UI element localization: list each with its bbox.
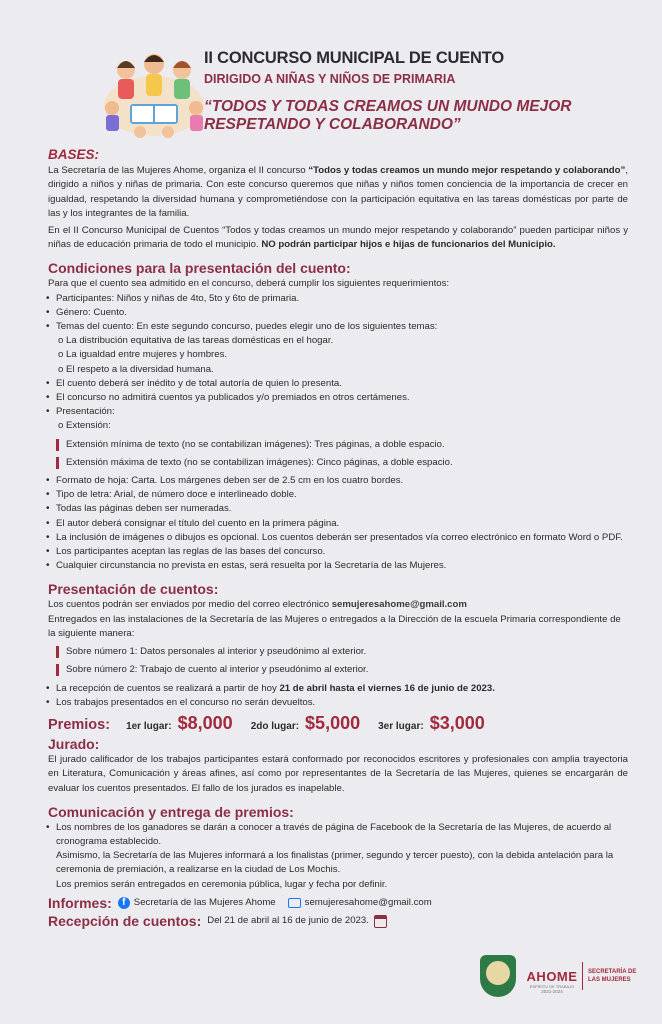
second-place-label: 2do lugar: bbox=[250, 720, 300, 732]
condition-unforeseen: • Cualquier circunstancia no prevista en estas, será resuelta por la Secretaría de las Mujeres. bbox=[48, 559, 628, 573]
reception-dates-text: Del 21 de abril al 16 de junio de 2023. bbox=[207, 914, 369, 926]
prizes-heading: Premios: bbox=[48, 716, 111, 733]
children-reading-illustration bbox=[100, 46, 208, 142]
theme-item: o La igualdad entre mujeres y hombres. bbox=[58, 349, 228, 361]
municipal-shield-logo bbox=[480, 955, 516, 997]
contest-subtitle: DIRIGIDO A NIÑAS Y NIÑOS DE PRIMARIA bbox=[204, 72, 456, 86]
bases-paragraph-1 bbox=[48, 164, 628, 221]
ahome-logo bbox=[522, 955, 582, 994]
footer-divider bbox=[582, 962, 583, 990]
bases-heading: BASES: bbox=[48, 147, 100, 162]
first-place-label: 1er lugar: bbox=[126, 720, 172, 732]
submission-email-link[interactable]: semujeresahome@gmail.com bbox=[331, 599, 467, 611]
communication-line-2: Asimismo, la Secretaría de las Mujeres informará a los finalistas (primer, segundo y tercer puesto), con la debida antelación para la ceremonia de premiación, a realizarse en la ciudad de Los Mochis. bbox=[56, 850, 614, 876]
condition-accept: • Los participantes aceptan las reglas de las bases del concurso. bbox=[48, 545, 628, 559]
extension-max: Extensión máxima de texto (no se contabilizan imágenes): Cinco páginas, a doble espacio. bbox=[48, 456, 628, 470]
condition-format: • Formato de hoja: Carta. Los márgenes deben ser de 2.5 cm en los cuatro bordes. bbox=[48, 474, 628, 488]
bases-p2-text: En el II Concurso Municipal de Cuentos “Todos y todas creamos un mundo mejor respetando y colaborando” pueden participar niños y niñas de educación primaria de todo el municipio. bbox=[48, 225, 628, 251]
theme-item: o El respeto a la diversidad humana. bbox=[58, 363, 214, 375]
informs-email-link[interactable]: semujeresahome@gmail.com bbox=[304, 896, 432, 908]
third-place-amount: $3,000 bbox=[429, 712, 485, 733]
condition-images: • La inclusión de imágenes o dibujos es opcional. Los cuentos deberán ser presentados vía correo electrónico en formato Word o PDF. bbox=[48, 531, 628, 545]
calendar-icon bbox=[374, 915, 387, 928]
facebook-page-link[interactable]: Secretaría de las Mujeres Ahome bbox=[133, 896, 276, 908]
condition-presentation: • Presentación: bbox=[48, 405, 628, 419]
reception-row bbox=[48, 914, 628, 928]
jury-heading: Jurado: bbox=[48, 736, 100, 753]
informs-heading: Informes: bbox=[48, 894, 112, 911]
submission-heading: Presentación de cuentos: bbox=[48, 581, 219, 598]
submission-delivery: Entregados en las instalaciones de la Secretaría de las Mujeres o entregados a la Dirección de la escuela Primaria correspondiente de la siguiente manera: bbox=[48, 613, 621, 639]
conditions-heading: Condiciones para la presentación del cuento: bbox=[48, 260, 351, 277]
communication-line-1: • Los nombres de los ganadores se darán a conocer a través de página de Facebook de la Secretaría de las Mujeres, de acuerdo al cronograma establecido. bbox=[48, 821, 628, 849]
ahome-logo-text: AHOME bbox=[526, 969, 578, 984]
submission-list bbox=[48, 645, 628, 710]
submission-email-text: Los cuentos podrán ser enviados por medio del correo electrónico bbox=[48, 599, 332, 611]
secretaria-line-1: SECRETARÍA DE bbox=[588, 969, 637, 975]
informs-row bbox=[48, 896, 628, 910]
bases-p1-text: La Secretaría de las Mujeres Ahome, organiza el II concurso bbox=[48, 165, 309, 177]
communication-heading: Comunicación y entrega de premios: bbox=[48, 803, 294, 820]
prizes-row bbox=[48, 712, 628, 734]
third-place-label: 3er lugar: bbox=[378, 720, 424, 732]
condition-font: • Tipo de letra: Arial, de número doce e interlineado doble. bbox=[48, 488, 628, 502]
reception-text: La recepción de cuentos se realizará a partir de hoy bbox=[56, 682, 280, 694]
condition-themes: • Temas del cuento: En este segundo concurso, puedes elegir uno de los siguientes temas: bbox=[48, 320, 628, 334]
ahome-logo-years: 2021-2024 bbox=[541, 989, 563, 994]
header bbox=[0, 0, 662, 150]
envelope-1: Sobre número 1: Datos personales al interior y pseudónimo al exterior. bbox=[48, 645, 628, 659]
extension-min: Extensión mínima de texto (no se contabilizan imágenes): Tres páginas, a doble espacio. bbox=[48, 438, 628, 452]
second-place-amount: $5,000 bbox=[305, 712, 361, 733]
condition-no-published: • El concurso no admitirá cuentos ya publicados y/o premiados en otros certámenes. bbox=[48, 391, 628, 405]
condition-numbered: • Todas las páginas deben ser numeradas. bbox=[48, 502, 628, 516]
reception-dates: 21 de abril hasta el viernes 16 de junio de 2023. bbox=[279, 682, 495, 694]
condition-extension: o Extensión: bbox=[58, 420, 111, 432]
bases-p1-contest-name: “Todos y todas creamos un mundo mejor respetando y colaborando” bbox=[308, 165, 626, 177]
mail-icon bbox=[288, 898, 301, 908]
ahome-logo-tagline: ESPÍRITU DE TRABAJO bbox=[529, 984, 575, 989]
bases-p1-rest: , dirigido a niños y niñas de primaria. Con este concurso queremos que niñas y niños tomen conciencia de la importancia de crecer en igualdad, respetando la diversidad humana y comprometiéndose con la participación equitativa en las tareas domésticas por parte de las y los integrantes de la familia. bbox=[48, 165, 628, 219]
envelope-2: Sobre número 2: Trabajo de cuento al interior y pseudónimo al exterior. bbox=[48, 663, 628, 677]
secretaria-line-2: LAS MUJERES bbox=[588, 977, 631, 983]
contest-title: II CONCURSO MUNICIPAL DE CUENTO bbox=[204, 49, 504, 67]
theme-item: o La distribución equitativa de las tareas domésticas en el hogar. bbox=[58, 335, 334, 347]
bases-paragraph-2 bbox=[48, 224, 628, 252]
facebook-icon: f bbox=[118, 897, 130, 909]
motto-line-2: RESPETANDO Y COLABORANDO” bbox=[204, 116, 461, 133]
reception-heading: Recepción de cuentos: bbox=[48, 912, 202, 929]
jury-text: El jurado calificador de los trabajos participantes estará conformado por reconocidos escritores y profesionales con amplia trayectoria en Literatura, Comunicación y áreas afines, así como por representantes de la Secretaría de las Mujeres, quienes se encargarán de evaluar los cuentos presentados. El fallo de los jurados es inapelable. bbox=[48, 754, 628, 794]
contest-motto bbox=[204, 98, 571, 134]
condition-genre: • Género: Cuento. bbox=[48, 306, 628, 320]
bases-p2-restriction: NO podrán participar hijos e hijas de funcionarios del Municipio. bbox=[261, 239, 556, 251]
communication-list bbox=[48, 821, 628, 892]
motto-line-1: “TODOS Y TODAS CREAMOS UN MUNDO MEJOR bbox=[204, 98, 572, 115]
secretaria-logo-text bbox=[588, 968, 636, 984]
poster-body bbox=[48, 148, 628, 928]
submission-not-returned: • Los trabajos presentados en el concurso no serán devueltos. bbox=[48, 696, 628, 710]
conditions-list bbox=[48, 292, 628, 574]
condition-title-page: • El autor deberá consignar el título del cuento en la primera página. bbox=[48, 517, 628, 531]
submission-email-line bbox=[48, 598, 628, 612]
submission-reception bbox=[48, 682, 628, 696]
conditions-intro: Para que el cuento sea admitido en el concurso, deberá cumplir los siguientes requerimientos: bbox=[48, 278, 450, 290]
condition-unpublished: • El cuento deberá ser inédito y de total autoría de quien lo presenta. bbox=[48, 377, 628, 391]
first-place-amount: $8,000 bbox=[177, 712, 233, 733]
communication-line-3: Los premios serán entregados en ceremonia pública, lugar y fecha por definir. bbox=[56, 878, 388, 890]
condition-participants: • Participantes: Niños y niñas de 4to, 5to y 6to de primaria. bbox=[48, 292, 628, 306]
